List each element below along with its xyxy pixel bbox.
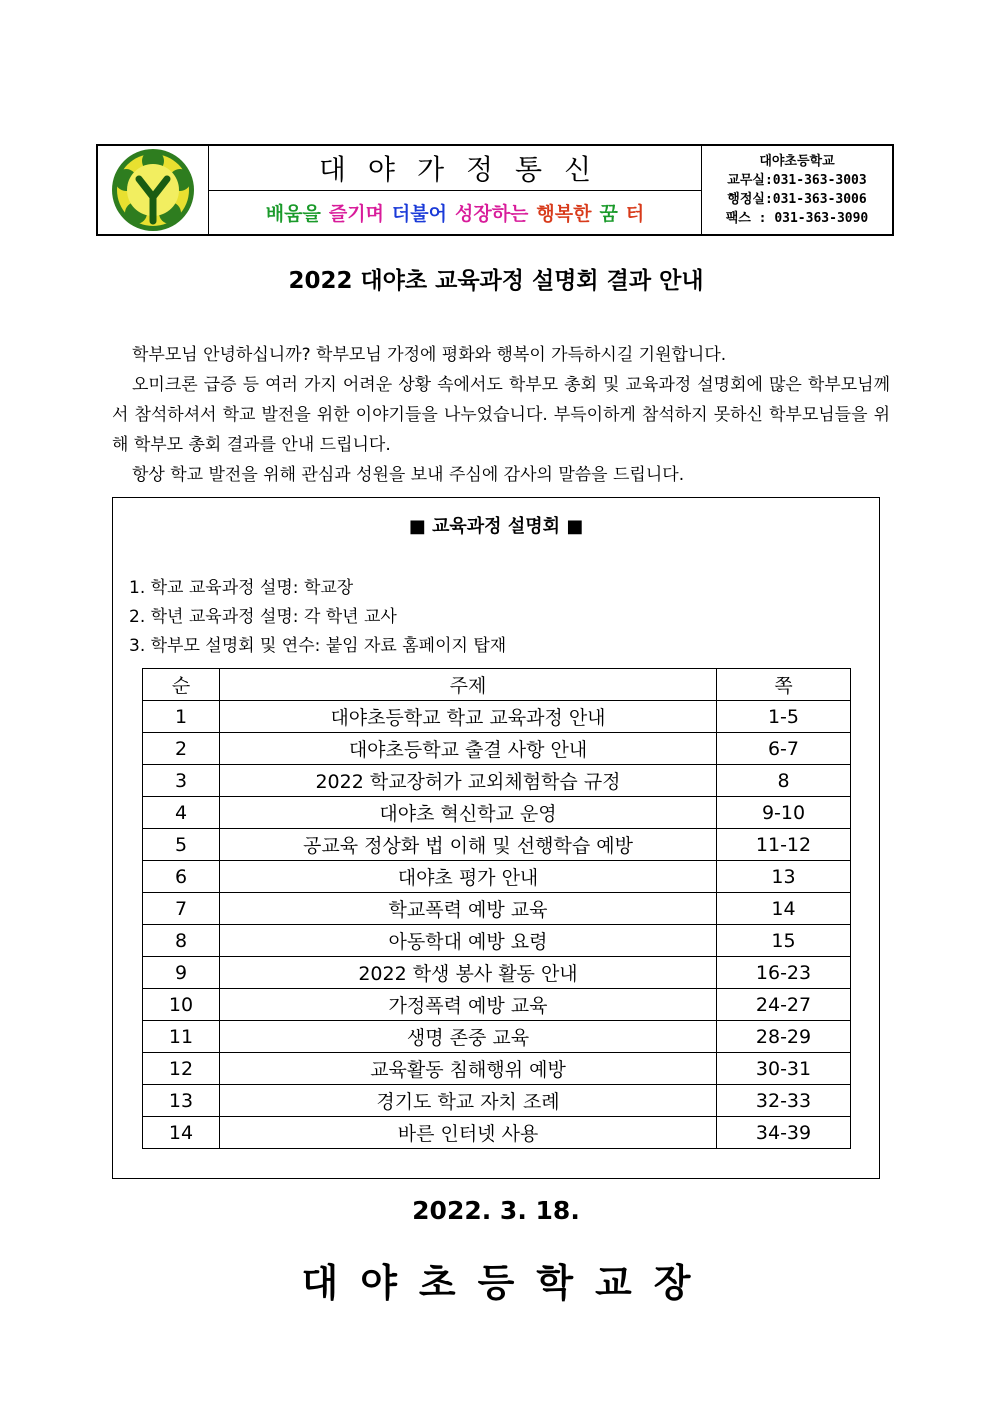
- row-page: 30-31: [717, 1053, 851, 1085]
- row-page: 1-5: [717, 701, 851, 733]
- row-number: 8: [143, 925, 220, 957]
- row-number: 12: [143, 1053, 220, 1085]
- box-title: ■ 교육과정 설명회 ■: [408, 516, 584, 537]
- row-topic: 아동학대 예방 요령: [220, 925, 717, 957]
- table-row: [143, 861, 851, 893]
- row-page: 14: [717, 893, 851, 925]
- row-page: 16-23: [717, 957, 851, 989]
- principal-signature: 대야초등학교장: [301, 1261, 713, 1305]
- table-row: [143, 1021, 851, 1053]
- table-row: [143, 1117, 851, 1149]
- school-logo-icon: [103, 147, 203, 233]
- curriculum-briefing-box: [112, 497, 880, 1179]
- slogan-word: 꿈: [599, 203, 618, 225]
- briefing-list: [129, 574, 506, 661]
- row-number: 3: [143, 765, 220, 797]
- row-page: 8: [717, 765, 851, 797]
- table-row: [143, 733, 851, 765]
- list-item: 3. 학부모 설명회 및 연수: 붙임 자료 홈페이지 탑재: [129, 636, 507, 656]
- row-page: 24-27: [717, 989, 851, 1021]
- row-number: 11: [143, 1021, 220, 1053]
- table-row: [143, 765, 851, 797]
- row-number: 10: [143, 989, 220, 1021]
- school-logo-cell: [98, 146, 209, 234]
- slogan-word: 더불어: [391, 203, 447, 225]
- slogan-word: 성장하는: [454, 203, 529, 225]
- header-page: 쪽: [717, 669, 851, 701]
- contact-info: [702, 146, 892, 234]
- row-topic: 경기도 학교 자치 조례: [220, 1085, 717, 1117]
- slogan-word: 행복한: [536, 203, 592, 225]
- intro-paragraph: 학부모님 안녕하십니까? 학부모님 가정에 평화와 행복이 가득하시길 기원합니다.: [132, 345, 727, 365]
- admin-phone: 행정실:031-363-3006: [727, 192, 867, 207]
- row-topic: 대야초 평가 안내: [220, 861, 717, 893]
- table-row: [143, 893, 851, 925]
- newsletter-title: 대야가정통신: [209, 146, 701, 191]
- row-topic: 대야초등학교 학교 교육과정 안내: [220, 701, 717, 733]
- row-number: 5: [143, 829, 220, 861]
- header-number: 순: [143, 669, 220, 701]
- contents-table: [142, 668, 851, 1149]
- list-item: 1. 학교 교육과정 설명: 학교장: [129, 578, 354, 598]
- row-topic: 대야초등학교 출결 사항 안내: [220, 733, 717, 765]
- intro-paragraph: 항상 학교 발전을 위해 관심과 성원을 보내 주심에 감사의 말씀을 드립니다.: [132, 465, 685, 485]
- row-page: 13: [717, 861, 851, 893]
- row-number: 1: [143, 701, 220, 733]
- row-page: 6-7: [717, 733, 851, 765]
- table-row: [143, 797, 851, 829]
- intro-text: [112, 340, 890, 490]
- intro-paragraph: 오미크론 급증 등 여러 가지 어려운 상황 속에서도 학부모 총회 및 교육과정 설명회에 많은 학부모님께서 참석하셔서 학교 발전을 위한 이야기들을 나누었습니다. 부득이하게 참석하지 못하신 학부모님들을 위해 학부모 총회 결과를 안내 드립니다.: [112, 375, 890, 455]
- list-item: 2. 학년 교육과정 설명: 각 학년 교사: [129, 607, 397, 627]
- row-page: 32-33: [717, 1085, 851, 1117]
- table-row: [143, 1053, 851, 1085]
- document-title: 2022 대야초 교육과정 설명회 결과 안내: [288, 268, 704, 294]
- row-number: 4: [143, 797, 220, 829]
- row-page: 28-29: [717, 1021, 851, 1053]
- row-page: 34-39: [717, 1117, 851, 1149]
- row-number: 7: [143, 893, 220, 925]
- header-topic: 주제: [220, 669, 717, 701]
- slogan-word: 배움을: [265, 203, 321, 225]
- row-topic: 생명 존중 교육: [220, 1021, 717, 1053]
- row-topic: 교육활동 침해행위 예방: [220, 1053, 717, 1085]
- document-date: 2022. 3. 18.: [412, 1196, 580, 1225]
- row-topic: 가정폭력 예방 교육: [220, 989, 717, 1021]
- table-row: [143, 925, 851, 957]
- row-number: 14: [143, 1117, 220, 1149]
- header-center: [209, 146, 702, 234]
- row-topic: 대야초 혁신학교 운영: [220, 797, 717, 829]
- table-row: [143, 1085, 851, 1117]
- school-slogan: [209, 191, 701, 234]
- row-page: 9-10: [717, 797, 851, 829]
- row-number: 2: [143, 733, 220, 765]
- slogan-word: 터: [625, 203, 645, 225]
- row-topic: 2022 학생 봉사 활동 안내: [220, 957, 717, 989]
- table-row: [143, 829, 851, 861]
- office-phone: 교무실:031-363-3003: [727, 173, 867, 188]
- table-row: [143, 957, 851, 989]
- row-page: 11-12: [717, 829, 851, 861]
- table-header-row: [143, 669, 851, 701]
- slogan-word: 즐기며: [328, 203, 384, 225]
- fax-number: 팩스 : 031-363-3090: [725, 211, 869, 226]
- row-topic: 학교폭력 예방 교육: [220, 893, 717, 925]
- table-row: [143, 989, 851, 1021]
- newsletter-header: [96, 144, 894, 236]
- row-number: 9: [143, 957, 220, 989]
- table-row: [143, 701, 851, 733]
- row-topic: 바른 인터넷 사용: [220, 1117, 717, 1149]
- row-topic: 2022 학교장허가 교외체험학습 규정: [220, 765, 717, 797]
- row-topic: 공교육 정상화 법 이해 및 선행학습 예방: [220, 829, 717, 861]
- row-number: 6: [143, 861, 220, 893]
- row-page: 15: [717, 925, 851, 957]
- row-number: 13: [143, 1085, 220, 1117]
- school-name: 대야초등학교: [759, 154, 835, 169]
